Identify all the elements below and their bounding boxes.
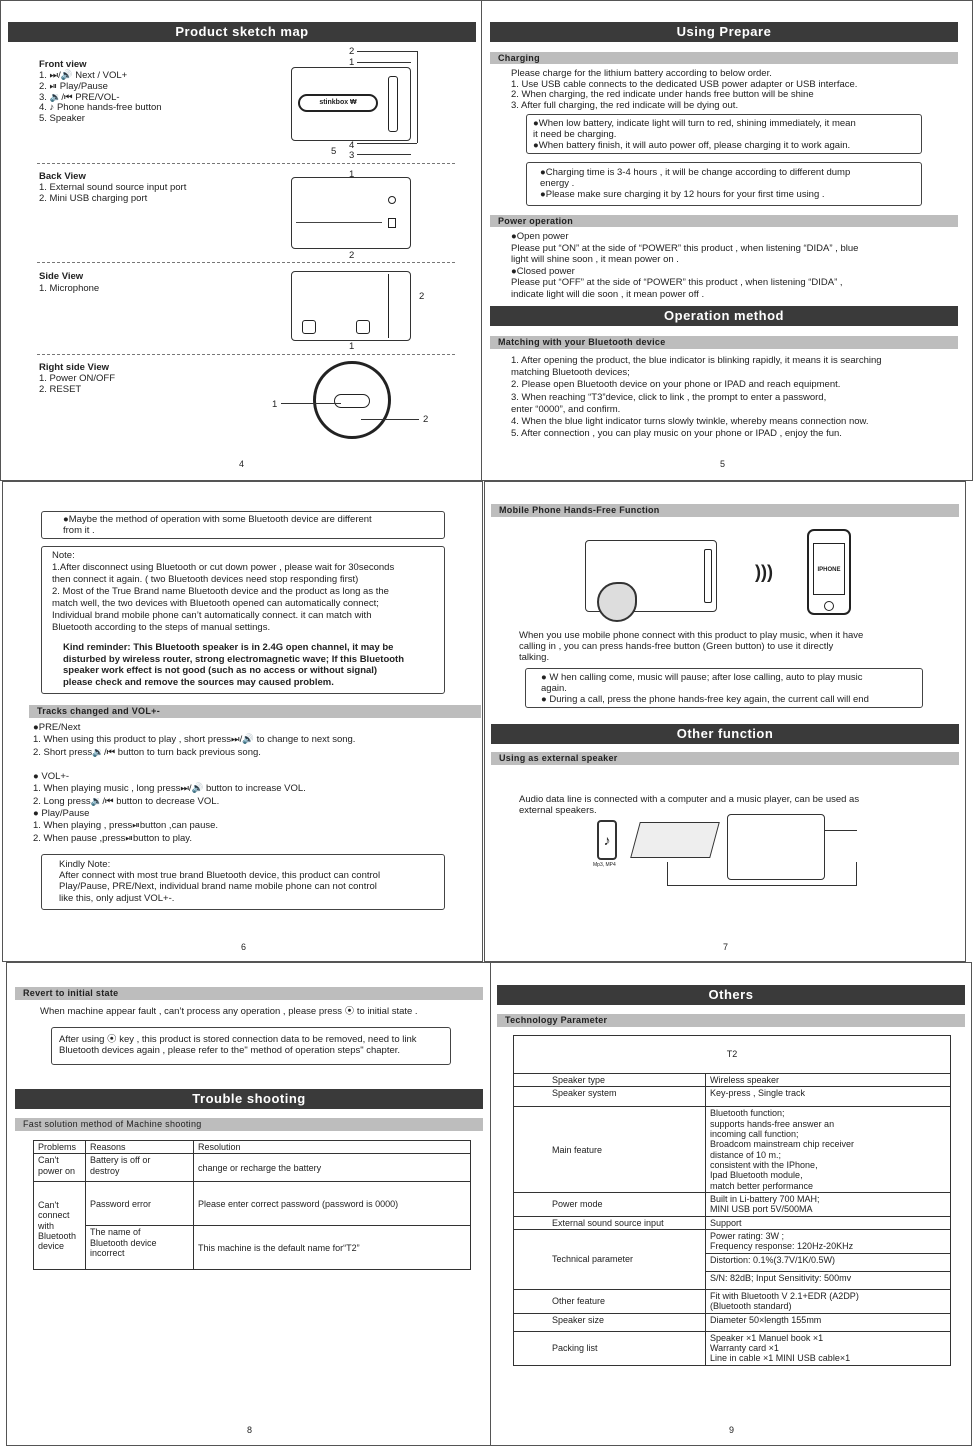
- tracks-text: ●PRE/Next 1. When using this product to play , short press⏭/🔊 to change to next song. 2. Short press🔉/⏮ button to turn back previous song. ● VOL+- 1. When playing music , long press⏭/🔊 button to increase VOL. 2. Long press🔉/⏮ button to decrease VOL. ● Play/Pause 1. When playing , press⏯button ,can pause. 2. When pause ,press⏯button to play.: [33, 722, 356, 844]
- revert-instruction: When machine appear fault , can’t process any operation , please press ⦿ to initial state .: [40, 1006, 418, 1017]
- signal-waves-icon: ))): [755, 562, 773, 582]
- right-view-list: [39, 374, 115, 396]
- using-prepare-title: Using Prepare: [490, 22, 958, 42]
- param-key: External sound source input: [514, 1216, 706, 1229]
- page-9: [490, 962, 972, 1446]
- tracks-heading: Tracks changed and VOL+-: [29, 705, 481, 718]
- brand-plate: stinkbox ₩: [298, 94, 378, 112]
- callout-number: 1: [349, 169, 355, 180]
- charging-text: Please charge for the lithium battery according to below order. 1. Use USB cable connects to the dedicated USB power adapter or USB interface. 2. When charging, the red indicate under hands free button will be shine 3. After full charging, the red indicate will be dying out.: [511, 68, 858, 111]
- page-number: 8: [247, 1425, 253, 1435]
- param-key: Packing list: [514, 1331, 706, 1365]
- callout-line: [357, 51, 417, 52]
- charging-heading: Charging: [490, 52, 958, 64]
- table-cell: Password error: [86, 1182, 194, 1226]
- page-number: 6: [241, 942, 247, 952]
- table-row: [514, 1193, 951, 1217]
- front-item: 1. ⏭/🔊 Next / VOL+: [39, 70, 128, 81]
- matching-heading: Matching with your Bluetooth device: [490, 336, 958, 349]
- table-cell: Can't connect with Bluetooth device: [34, 1182, 86, 1270]
- cable-line: [825, 830, 857, 831]
- page-5: [481, 0, 973, 481]
- table-cell: Can't power on: [34, 1154, 86, 1182]
- product-sketch-title: Product sketch map: [8, 22, 476, 42]
- table-cell: change or recharge the battery: [194, 1154, 471, 1182]
- table-row: [514, 1087, 951, 1107]
- param-value: Wireless speaker: [706, 1074, 951, 1087]
- param-value: Support: [706, 1216, 951, 1229]
- model-cell: T2: [514, 1036, 951, 1074]
- callout-number: 3: [349, 150, 355, 161]
- matching-steps: 1. After opening the product, the blue indicator is blinking rapidly, it means it is searching matching Bluetooth devices; 2. Please open Bluetooth device on your phone or IPAD and reach equipment. 3. When reaching “T3”device, click to link , the prompt to enter a password, enter “0000”, and confirm. 4. When the blue light indicator turns slowly twinkle, whereby means connection now. 5. After connection , you can play music on your phone or IPAD , enjoy the fun.: [511, 355, 882, 440]
- callout-number: 2: [419, 291, 425, 302]
- table-header-row: [34, 1141, 471, 1154]
- param-key: Power mode: [514, 1193, 706, 1217]
- page-6: [2, 481, 483, 962]
- table-row: [514, 1036, 951, 1074]
- table-row: [514, 1107, 951, 1193]
- back-view-heading: Back View: [39, 171, 86, 182]
- trouble-shooting-title: Trouble shooting: [15, 1089, 483, 1109]
- page-number: 4: [239, 459, 245, 469]
- hand-icon: [597, 582, 637, 622]
- table-row: [34, 1154, 471, 1182]
- page-4: [0, 0, 482, 481]
- front-device-drawing: [291, 67, 411, 141]
- callout-line: [357, 62, 411, 63]
- kindly-note: Kindly Note: After connect with most true brand Bluetooth device, this product can control Play/Pause, PRE/Next, individual brand name mobile phone can not control like this, only adjust VOL+-.: [59, 859, 381, 904]
- reset-note: After using ⦿ key , this product is stored connection data to be removed, need to link Bluetooth devices again , please refer to the" method of operation steps" chapter.: [59, 1034, 417, 1056]
- section-divider: [37, 163, 455, 164]
- note-text: Note: 1.After disconnect using Bluetooth or cut down power , please wait for 30seconds then connect it again. ( two Bluetooth devices need stop responding first) 2. Most of the True Brand name Bluetooth device and the product as long as the match well, the two devices with Bluetooth opened can automatically connect; Individual brand mobile phone can’t automatically connect. it can match with Bluetooth according to the steps of manual settings.: [52, 550, 395, 633]
- page-number: 5: [720, 459, 726, 469]
- trouble-table: [33, 1140, 471, 1270]
- callout-line: [361, 419, 419, 420]
- calling-note: ● W hen calling come, music will pause; after lose calling, auto to play music again. ● During a call, press the phone hands-free key again, the current call will end: [541, 672, 869, 705]
- param-value: Speaker ×1 Manuel book ×1 Warranty card ×1 Line in cable ×1 MINI USB cable×1: [706, 1331, 951, 1365]
- param-value: Key-press , Single track: [706, 1087, 951, 1107]
- side-device-drawing: [291, 271, 411, 341]
- page-8: [6, 962, 492, 1446]
- front-view-heading: Front view: [39, 59, 87, 70]
- param-value: Distortion: 0.1%(3.7V/1K/0.5W): [706, 1253, 951, 1271]
- technology-parameter-heading: Technology Parameter: [497, 1014, 965, 1027]
- page-number: 7: [723, 942, 729, 952]
- param-value: Bluetooth function; supports hands-free answer an incoming call function; Broadcom mainstream chip receiver distance of 10 m.; consistent with the IPhone, Ipad Bluetooth module, match better performance: [706, 1107, 951, 1193]
- back-item: 2. Mini USB charging port: [39, 192, 148, 204]
- external-speaker-text: Audio data line is connected with a computer and a music player, can be used as external speakers.: [519, 794, 860, 816]
- charging-time-note: ●Charging time is 3-4 hours , it will be change according to different dump energy . ●Please make sure charging it by 12 hours for your first time using .: [540, 167, 851, 200]
- other-function-title: Other function: [491, 724, 959, 744]
- front-view-list: [39, 71, 162, 125]
- param-key: Speaker system: [514, 1087, 706, 1107]
- table-cell: The name of Bluetooth device incorrect: [86, 1226, 194, 1270]
- right-item: 2. RESET: [39, 383, 82, 395]
- battery-note: ●When low battery, indicate light will turn to red, shining immediately, it mean it need be charging. ●When battery finish, it will auto power off, please charging it to work again.: [533, 118, 856, 151]
- parameter-table: [513, 1035, 951, 1366]
- callout-line: [357, 154, 411, 155]
- table-header: Problems: [34, 1141, 86, 1154]
- param-key: Main feature: [514, 1107, 706, 1193]
- param-value: Built in Li-battery 700 MAH; MINI USB port 5V/500MA: [706, 1193, 951, 1217]
- table-cell: Please enter correct password (password is 0000): [194, 1182, 471, 1226]
- hands-free-text: When you use mobile phone connect with this product to play music, when it have calling in , you can press hands-free button (Green button) to use it directly talking.: [519, 630, 864, 663]
- param-value: Diameter 50×length 155mm: [706, 1313, 951, 1331]
- device-line: [296, 222, 382, 223]
- table-row: [514, 1331, 951, 1365]
- front-item: 5. Speaker: [39, 113, 85, 125]
- table-cell: This machine is the default name for“T2”: [194, 1226, 471, 1270]
- callout-line: [417, 51, 418, 143]
- side-view-heading: Side View: [39, 271, 84, 282]
- front-item: 3. 🔉/⏮ PRE/VOL-: [39, 91, 120, 103]
- mp3-label: Mp3, MP4: [593, 862, 616, 868]
- fast-solution-heading: Fast solution method of Machine shooting: [15, 1118, 483, 1131]
- callout-number: 2: [423, 414, 429, 425]
- page-7: [484, 481, 966, 962]
- back-device-drawing: [291, 177, 411, 249]
- revert-heading: Revert to initial state: [15, 987, 483, 1000]
- right-item: 1. Power ON/OFF: [39, 373, 116, 384]
- table-row: [514, 1216, 951, 1229]
- mp3-player-drawing: ♪: [597, 820, 617, 860]
- param-value: Fit with Bluetooth V 2.1+EDR (A2DP) (Bluetooth standard): [706, 1289, 951, 1313]
- round-device-drawing: [313, 361, 391, 439]
- section-divider: [37, 354, 455, 355]
- button-column: [388, 76, 398, 132]
- side-edge: [388, 274, 396, 338]
- back-item: 1. External sound source input port: [39, 182, 187, 193]
- param-key: Speaker size: [514, 1313, 706, 1331]
- table-row: [514, 1313, 951, 1331]
- callout-line: [281, 403, 341, 404]
- param-value: Power rating: 3W ; Frequency response: 120Hz-20KHz: [706, 1230, 951, 1254]
- foot: [356, 320, 370, 334]
- power-operation-heading: Power operation: [490, 215, 958, 227]
- table-header: Resolution: [194, 1141, 471, 1154]
- table-header: Reasons: [86, 1141, 194, 1154]
- power-switch: [334, 394, 370, 408]
- audio-jack: [388, 196, 396, 204]
- param-key: Technical parameter: [514, 1230, 706, 1290]
- param-key: Speaker type: [514, 1074, 706, 1087]
- callout-line: [357, 143, 417, 144]
- cable-line: [667, 862, 857, 886]
- table-row: [34, 1226, 471, 1270]
- method-note: ●Maybe the method of operation with some Bluetooth device are different from it .: [63, 514, 372, 536]
- hands-free-heading: Mobile Phone Hands-Free Function: [491, 504, 959, 517]
- button-column: [704, 549, 712, 603]
- back-view-list: [39, 183, 186, 205]
- page-number: 9: [729, 1425, 735, 1435]
- callout-number: 5: [331, 146, 337, 157]
- front-item: 4. ♪ Phone hands-free button: [39, 102, 162, 114]
- right-view-heading: Right side View: [39, 362, 110, 373]
- callout-number: 2: [349, 250, 355, 261]
- others-title: Others: [497, 985, 965, 1005]
- table-cell: Battery is off or destroy: [86, 1154, 194, 1182]
- side-view-item: 1. Microphone: [39, 283, 100, 294]
- callout-number: 4: [349, 140, 355, 151]
- table-row: [514, 1074, 951, 1087]
- usb-port: [388, 218, 396, 228]
- iphone-screen-label: IPHONE: [813, 543, 845, 595]
- foot: [302, 320, 316, 334]
- kind-reminder: Kind reminder: This Bluetooth speaker is in 2.4G open channel, it may be disturbed by wireless router, strong electromagnetic wave; If this Bluetooth speaker work effect is not good (such as no access or without signal) please check and remove the sources may caused problem.: [63, 642, 405, 688]
- operation-method-title: Operation method: [490, 306, 958, 326]
- table-row: [34, 1182, 471, 1226]
- param-key: Other feature: [514, 1289, 706, 1313]
- laptop-drawing: [630, 822, 720, 858]
- callout-number: 2: [349, 46, 355, 57]
- front-item: 2. ⏯ Play/Pause: [39, 80, 108, 92]
- section-divider: [37, 262, 455, 263]
- callout-number: 1: [349, 341, 355, 352]
- iphone-drawing: [807, 529, 851, 615]
- callout-number: 1: [349, 57, 355, 68]
- home-button: [824, 601, 834, 611]
- power-operation-text: ●Open power Please put “ON” at the side of “POWER” this product , when listening “DIDA” , blue light will shine soon , it mean power on . ●Closed power Please put “OFF” at the side of “POWER” this product , when listening “DIDA” , indicate light will die soon , it mean power off .: [511, 231, 859, 300]
- callout-number: 1: [272, 399, 278, 410]
- param-value: S/N: 82dB; Input Sensitivity: 500mv: [706, 1271, 951, 1289]
- external-speaker-heading: Using as external speaker: [491, 752, 959, 765]
- table-row: [514, 1230, 951, 1254]
- table-row: [514, 1289, 951, 1313]
